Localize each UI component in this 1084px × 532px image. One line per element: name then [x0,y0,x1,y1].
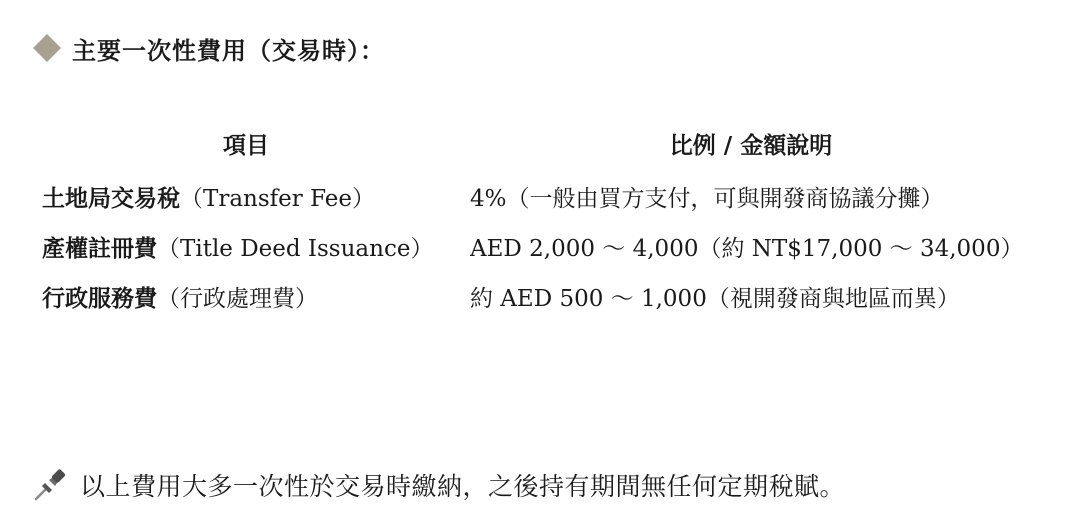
table-row [32,174,1042,224]
item-note: （Title Deed Issuance） [157,236,434,262]
item-name: 行政服務費 [42,285,157,312]
cell-amount: AED 2,000 ～ 4,000（約 NT$17,000 ～ 34,000） [470,236,1024,262]
table-row [32,274,1042,324]
pushpin-icon [32,467,68,503]
table-header-row [32,112,1042,174]
table-row [32,224,1042,274]
cell-item [32,224,460,274]
cell-amount: 約 AED 500 ～ 1,000（視開發商與地區而異） [470,286,960,312]
fee-table [32,112,1042,324]
item-note: （行政處理費） [157,286,318,312]
item-name: 土地局交易稅 [42,185,180,212]
item-note: （Transfer Fee） [180,186,376,212]
cell-item [32,174,460,224]
diamond-bullet-icon [32,33,62,63]
section-title: 主要一次性費用（交易時）： [72,36,385,65]
section-heading [32,28,385,68]
column-header-amount: 比例 / 金額說明 [669,132,833,159]
cell-amount: 4%（一般由買方支付，可與開發商協議分攤） [470,186,944,212]
column-header-item: 項目 [223,132,269,159]
item-name: 產權註冊費 [42,235,157,262]
cell-item [32,274,460,324]
footnote [32,462,845,508]
footnote-text: 以上費用大多一次性於交易時繳納，之後持有期間無任何定期稅賦。 [80,472,846,501]
